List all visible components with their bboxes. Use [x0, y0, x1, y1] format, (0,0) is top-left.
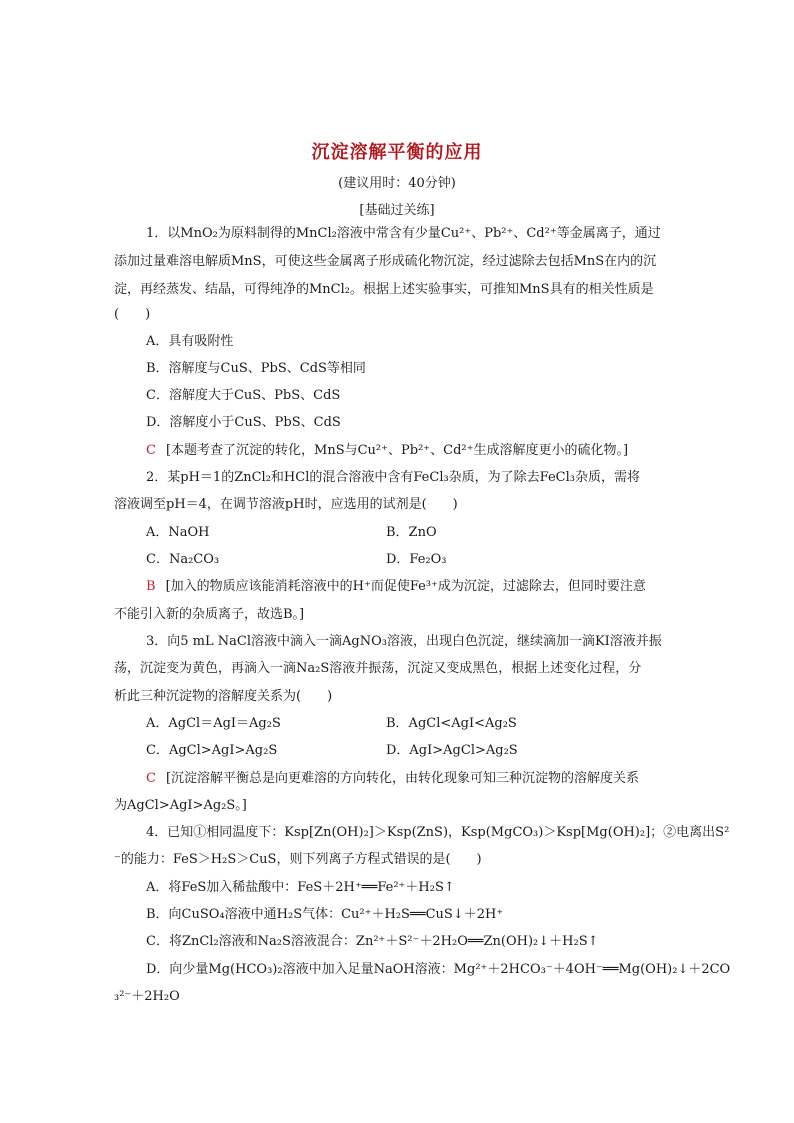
q4-option-d-line-2: ₃²⁻＋2H₂O — [114, 989, 180, 1004]
q1-answer-letter: C — [146, 443, 156, 458]
q4-option-b: B．向CuSO₄溶液中通H₂S气体：Cu²⁺＋H₂S══CuS↓＋2H⁺ — [146, 907, 504, 922]
q2-explanation-1: [加入的物质应该能消耗溶液中的H⁺而促使Fe³⁺成为沉淀，过滤除去，但同时要注意 — [165, 579, 646, 594]
q1-line-4: ( ) — [114, 307, 151, 322]
q3-explanation-1: [沉淀溶解平衡总是向更难溶的方向转化，由转化现象可知三种沉淀物的溶解度关系 — [165, 771, 640, 786]
q1-line-1: 1．以MnO₂为原料制得的MnCl₂溶液中常含有少量Cu²⁺、Pb²⁺、Cd²⁺等金属离子，通过 — [146, 226, 661, 241]
q3-option-b: B．AgCl<AgI<Ag₂S — [386, 716, 517, 731]
q2-explanation-2: 不能引入新的杂质离子，故选B。] — [114, 607, 305, 622]
q1-explanation: [本题考查了沉淀的转化，MnS与Cu²⁺、Pb²⁺、Cd²⁺生成溶解度更小的硫化物。] — [165, 443, 629, 458]
section-heading: [基础过关练] — [359, 203, 435, 218]
page-title: 沉淀溶解平衡的应用 — [311, 142, 483, 163]
q1-option-d: D．溶解度小于CuS、PbS、CdS — [146, 415, 341, 430]
q2-option-a: A．NaOH — [146, 525, 210, 540]
q4-option-d-line-1: D．向少量Mg(HCO₃)₂溶液中加入足量NaOH溶液：Mg²⁺＋2HCO₃⁻＋4OH⁻══Mg(OH)₂↓＋2CO — [146, 962, 731, 977]
q1-option-a: A．具有吸附性 — [146, 334, 234, 349]
q3-line-1: 3．向5 mL NaCl溶液中滴入一滴AgNO₃溶液，出现白色沉淀，继续滴加一滴KI溶液并振 — [146, 634, 662, 649]
q4-line-2: ⁻的能力：FeS＞H₂S＞CuS，则下列离子方程式错误的是( ) — [114, 852, 482, 867]
q1-answer — [146, 441, 718, 461]
q2-answer-letter: B — [146, 579, 156, 594]
q2-line-1: 2．某pH＝1的ZnCl₂和HCl的混合溶液中含有FeCl₃杂质，为了除去FeCl₃杂质，需将 — [146, 470, 641, 485]
q3-line-2: 荡，沉淀变为黄色，再滴入一滴Na₂S溶液并振荡，沉淀又变成黑色，根据上述变化过程，分 — [114, 661, 642, 676]
q2-option-d: D．Fe₂O₃ — [386, 552, 447, 567]
q4-option-a: A．将FeS加入稀盐酸中：FeS＋2H⁺══Fe²⁺＋H₂S↑ — [146, 880, 455, 895]
q3-explanation-2: 为AgCl>AgI>Ag₂S。] — [114, 798, 247, 813]
q2-line-2: 溶液调至pH＝4，在调节溶液pH时，应选用的试剂是( ) — [114, 497, 458, 512]
q2-option-b: B．ZnO — [386, 525, 437, 540]
q2-answer — [146, 577, 718, 597]
q1-option-c: C．溶解度大于CuS、PbS、CdS — [146, 388, 341, 403]
q2-option-c: C．Na₂CO₃ — [146, 552, 220, 567]
q1-line-2: 添加过量难溶电解质MnS，可使这些金属离子形成硫化物沉淀，经过滤除去包括MnS在内的沉 — [114, 254, 657, 269]
q3-answer — [146, 769, 718, 789]
q1-option-b: B．溶解度与CuS、PbS、CdS等相同 — [146, 361, 366, 376]
q4-option-c: C．将ZnCl₂溶液和Na₂S溶液混合：Zn²⁺＋S²⁻＋2H₂O══Zn(OH)₂↓＋H₂S↑ — [146, 934, 599, 949]
q3-answer-letter: C — [146, 771, 156, 786]
suggested-time: (建议用时：40分钟) — [338, 176, 456, 191]
q3-option-a: A．AgCl＝AgI＝Ag₂S — [146, 716, 281, 731]
q3-option-d: D．AgI>AgCl>Ag₂S — [386, 743, 518, 758]
q3-option-c: C．AgCl>AgI>Ag₂S — [146, 743, 278, 758]
q1-line-3: 淀，再经蒸发、结晶，可得纯净的MnCl₂。根据上述实验事实，可推知MnS具有的相关性质是 — [114, 282, 654, 297]
q4-line-1: 4．已知①相同温度下：Ksp[Zn(OH)₂]＞Ksp(ZnS)，Ksp(MgCO₃)＞Ksp[Mg(OH)₂]；②电离出S² — [146, 825, 730, 840]
q3-line-3: 析此三种沉淀物的溶解度关系为( ) — [114, 689, 333, 704]
